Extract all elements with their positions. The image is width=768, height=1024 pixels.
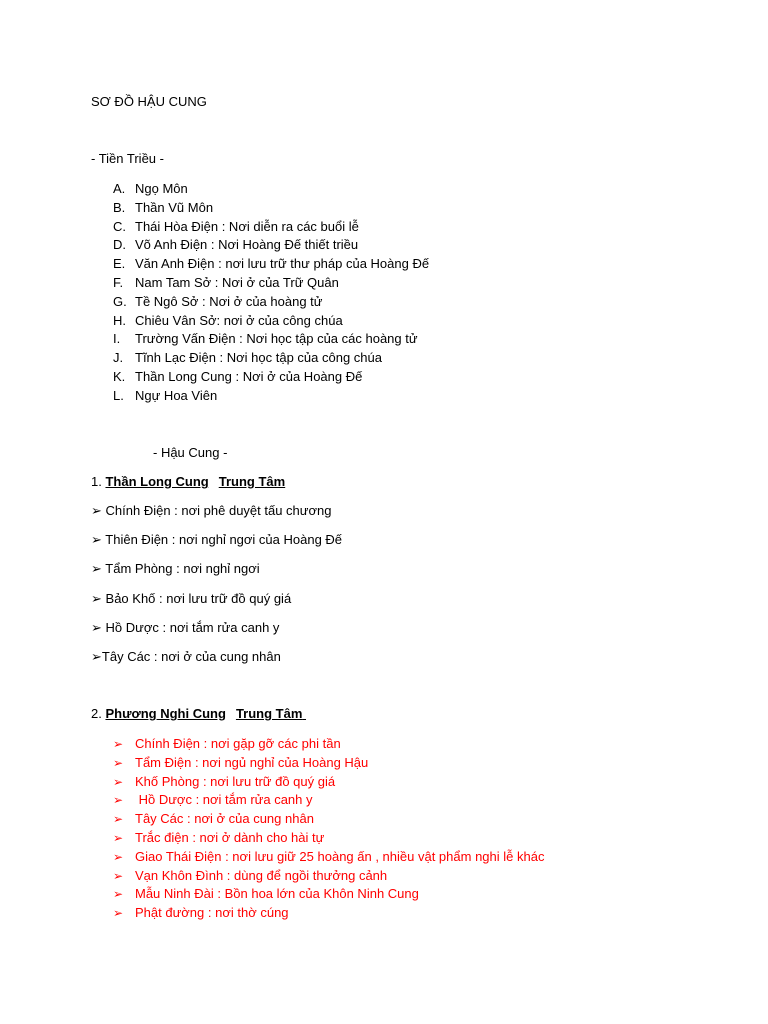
list-item: H. Chiêu Vân Sở: nơi ở của công chúa xyxy=(113,312,343,328)
list-item: K. Thần Long Cung : Nơi ở của Hoàng Đế xyxy=(113,368,363,384)
list-item: C. Thái Hòa Điện : Nơi diễn ra các buổi lễ xyxy=(113,218,359,234)
palace-1-item: ➢ Bảo Khố : nơi lưu trữ đồ quý giá xyxy=(91,591,292,606)
arrow-bullet-icon: ➢ xyxy=(113,755,124,770)
list-item: ➢ Chính Điện : nơi gặp gỡ các phi tần xyxy=(113,735,544,754)
list-item: D. Võ Anh Điện : Nơi Hoàng Đế thiết triều xyxy=(113,237,359,253)
arrow-bullet-icon: ➢ xyxy=(113,887,124,902)
palace-1-item: ➢Tây Các : nơi ở của cung nhân xyxy=(91,649,281,664)
arrow-bullet-icon: ➢ xyxy=(113,906,124,921)
palace-1-item: ➢ Hồ Dược : nơi tắm rửa canh y xyxy=(91,620,280,635)
palace-1-heading: 1. Thần Long Cung Trung Tâm xyxy=(91,474,286,489)
list-item: J. Tĩnh Lạc Điện : Nơi học tập của công chúa xyxy=(113,350,382,366)
arrow-bullet-icon: ➢ xyxy=(113,849,124,864)
list-item: L. Ngự Hoa Viên xyxy=(113,387,218,403)
section-heading-tien-trieu: - Tiền Triều - xyxy=(91,151,164,166)
arrow-bullet-icon: ➢ xyxy=(113,830,124,845)
palace-2-heading: 2. Phương Nghi Cung Trung Tâm xyxy=(91,706,303,721)
list-item: ➢ Phật đường : nơi thờ cúng xyxy=(113,904,544,923)
arrow-bullet-icon: ➢ xyxy=(91,561,102,576)
section-heading-hau-cung: - Hậu Cung - xyxy=(153,445,228,460)
arrow-bullet-icon: ➢ xyxy=(113,793,124,808)
phuong-nghi-cung-list xyxy=(113,735,544,923)
arrow-bullet-icon: ➢ xyxy=(113,737,124,751)
tien-trieu-list xyxy=(113,180,429,406)
list-item: I. Trường Vấn Điện : Nơi học tập của các hoàng tử xyxy=(113,331,418,347)
arrow-bullet-icon: ➢ xyxy=(91,532,102,547)
palace-2-name: Phương Nghi Cung xyxy=(105,706,226,721)
palace-1-item: ➢ Tẩm Phòng : nơi nghỉ ngơi xyxy=(91,561,260,576)
arrow-bullet-icon: ➢ xyxy=(91,503,102,518)
palace-1-item: ➢ Chính Điện : nơi phê duyệt tấu chương xyxy=(91,503,332,518)
palace-1-item: ➢ Thiên Điện : nơi nghỉ ngơi của Hoàng Đế xyxy=(91,532,343,547)
arrow-bullet-icon: ➢ xyxy=(113,868,124,883)
list-item: B. Thần Vũ Môn xyxy=(113,199,214,215)
palace-2-tag: Trung Tâm xyxy=(235,706,303,721)
list-item: ➢ Hồ Dược : nơi tắm rửa canh y xyxy=(113,791,544,810)
arrow-bullet-icon: ➢ xyxy=(91,620,102,635)
list-item: ➢ Khố Phòng : nơi lưu trữ đồ quý giá xyxy=(113,773,544,792)
arrow-bullet-icon: ➢ xyxy=(113,812,124,827)
list-item: ➢ Giao Thái Điện : nơi lưu giữ 25 hoàng ấn , nhiều vật phẩm nghi lễ khác xyxy=(113,848,544,867)
arrow-bullet-icon: ➢ xyxy=(91,649,102,664)
list-item: ➢ Tẩm Điện : nơi ngủ nghỉ của Hoàng Hậu xyxy=(113,754,544,773)
list-item: ➢ Mẫu Ninh Đài : Bồn hoa lớn của Khôn Ninh Cung xyxy=(113,885,544,904)
list-item: ➢ Tây Các : nơi ở của cung nhân xyxy=(113,810,544,829)
list-item: ➢ Vạn Khôn Đình : dùng để ngồi thưởng cảnh xyxy=(113,867,544,886)
list-item: E. Văn Anh Điện : nơi lưu trữ thư pháp của Hoàng Đế xyxy=(113,256,430,272)
document-title: SƠ ĐỒ HẬU CUNG xyxy=(91,94,207,109)
list-item: ➢ Trắc điện : nơi ở dành cho hài tự xyxy=(113,829,544,848)
arrow-bullet-icon: ➢ xyxy=(91,591,102,606)
list-item: A. Ngọ Môn xyxy=(113,181,188,196)
palace-1-name: Thần Long Cung xyxy=(105,474,209,489)
list-item: G. Tề Ngô Sở : Nơi ở của hoàng tử xyxy=(113,293,323,309)
arrow-bullet-icon: ➢ xyxy=(113,774,124,789)
list-item: F. Nam Tam Sở : Nơi ở của Trữ Quân xyxy=(113,274,339,290)
palace-1-tag: Trung Tâm xyxy=(218,474,286,489)
